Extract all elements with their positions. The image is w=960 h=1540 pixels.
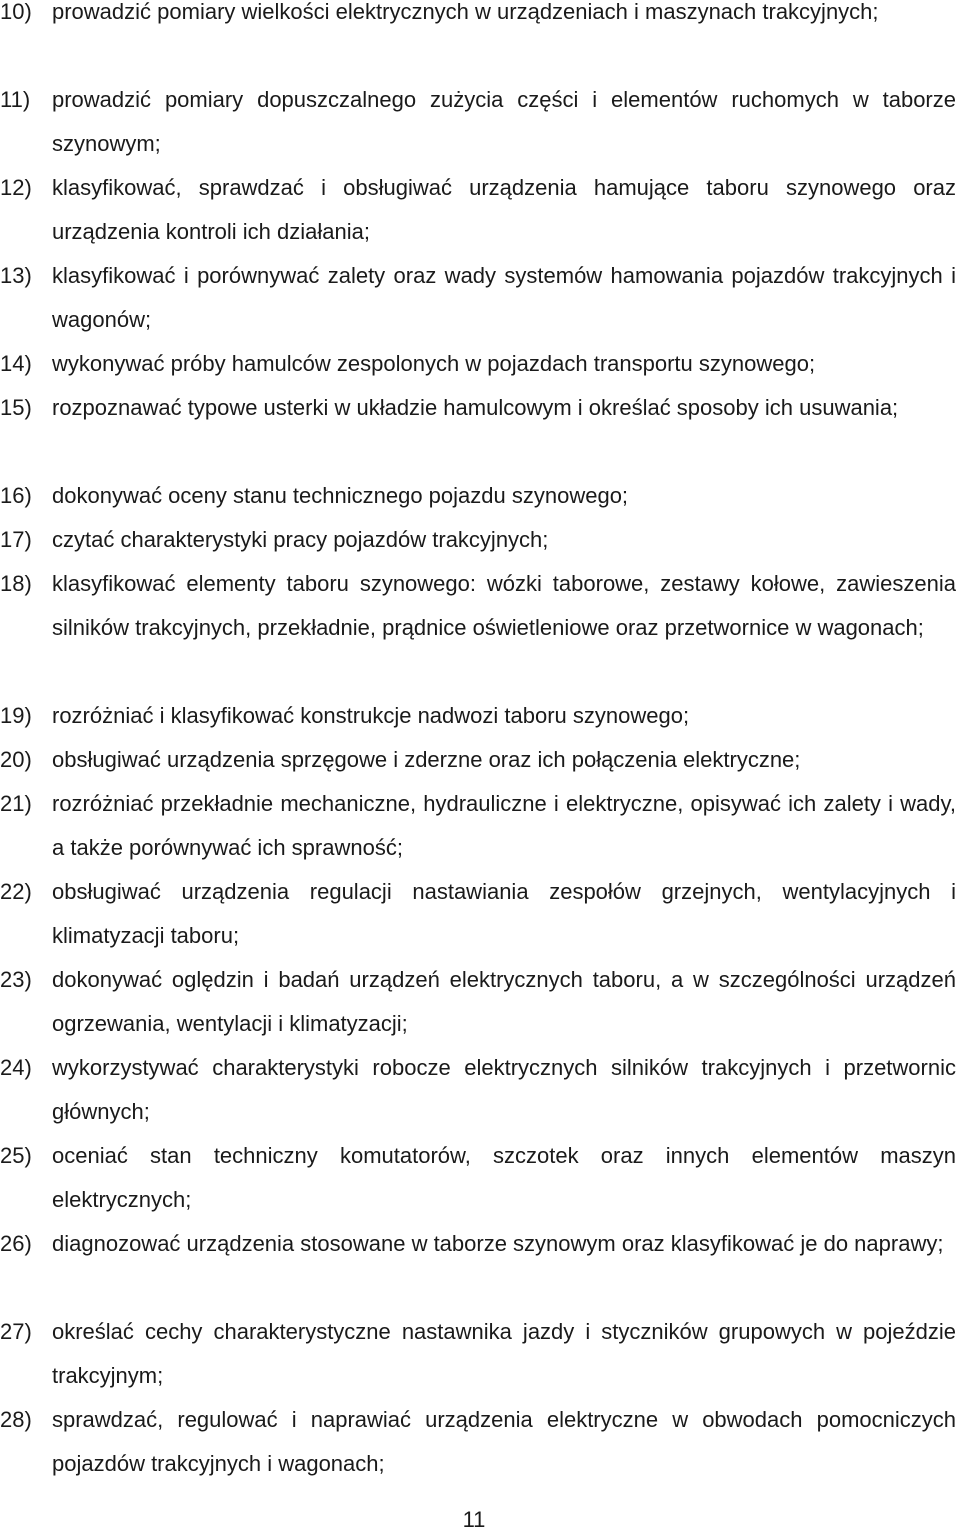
list-item-text: obsługiwać urządzenia sprzęgowe i zderzne oraz ich połączenia elektryczne; <box>52 747 801 772</box>
list-item-text: diagnozować urządzenia stosowane w taborze szynowym oraz klasyfikować je do naprawy; <box>52 1231 944 1256</box>
list-item-text: sprawdzać, regulować i naprawiać urządzenia elektryczne w obwodach pomocniczych pojazdów trakcyjnych i wagonach; <box>52 1407 956 1476</box>
list-item-text: dokonywać oględzin i badań urządzeń elektrycznych taboru, a w szczególności urządzeń ogrzewania, wentylacji i klimatyzacji; <box>52 967 956 1036</box>
list-item-text: rozróżniać przekładnie mechaniczne, hydrauliczne i elektryczne, opisywać ich zalety i wady, a także porównywać ich sprawność; <box>52 791 956 860</box>
list-item-text: czytać charakterystyki pracy pojazdów trakcyjnych; <box>52 527 549 552</box>
list-item-number: 15) <box>0 395 32 420</box>
list-item-number: 21) <box>0 791 32 816</box>
list-item-number: 16) <box>0 483 32 508</box>
list-item-number: 18) <box>0 571 32 596</box>
list-item-text: klasyfikować, sprawdzać i obsługiwać urządzenia hamujące taboru szynowego oraz urządzenia kontroli ich działania; <box>52 175 956 244</box>
list-item-number: 10) <box>0 0 32 24</box>
list-item-number: 19) <box>0 703 32 728</box>
list-item-number: 23) <box>0 967 32 992</box>
list-item-number: 27) <box>0 1319 32 1344</box>
list-item-number: 25) <box>0 1143 32 1168</box>
list-item-number: 28) <box>0 1407 32 1432</box>
list-item-number: 11) <box>0 87 31 112</box>
list-item-text: prowadzić pomiary wielkości elektrycznych w urządzeniach i maszynach trakcyjnych; <box>52 0 879 24</box>
list-item-number: 14) <box>0 351 32 376</box>
list-item-text: oceniać stan techniczny komutatorów, szczotek oraz innych elementów maszyn elektrycznych; <box>52 1143 956 1212</box>
list-item-text: rozpoznawać typowe usterki w układzie hamulcowym i określać sposoby ich usuwania; <box>52 395 899 420</box>
list-item-text: obsługiwać urządzenia regulacji nastawiania zespołów grzejnych, wentylacyjnych i klimatyzacji taboru; <box>52 879 956 948</box>
list-item-number: 12) <box>0 175 32 200</box>
list-item-text: wykorzystywać charakterystyki robocze elektrycznych silników trakcyjnych i przetwornic głównych; <box>52 1055 956 1124</box>
list-item-text: wykonywać próby hamulców zespolonych w pojazdach transportu szynowego; <box>52 351 816 376</box>
list-item-number: 17) <box>0 527 32 552</box>
list-item-number: 13) <box>0 263 32 288</box>
list-item-number: 20) <box>0 747 32 772</box>
list-item-text: określać cechy charakterystyczne nastawnika jazdy i styczników grupowych w pojeździe trakcyjnym; <box>52 1319 956 1388</box>
list-item-number: 26) <box>0 1231 32 1256</box>
list-item-number: 22) <box>0 879 32 904</box>
page-number: 11 <box>462 1507 486 1532</box>
list-item-text: dokonywać oceny stanu technicznego pojazdu szynowego; <box>52 483 629 508</box>
list-item-number: 24) <box>0 1055 32 1080</box>
list-item-text: klasyfikować elementy taboru szynowego: wózki taborowe, zestawy kołowe, zawieszenia silników trakcyjnych, przekładnie, prądnice oświetleniowe oraz przetwornice w wagonach; <box>52 571 956 640</box>
list-item-text: rozróżniać i klasyfikować konstrukcje nadwozi taboru szynowego; <box>52 703 690 728</box>
list-item-text: prowadzić pomiary dopuszczalnego zużycia części i elementów ruchomych w taborze szynowym; <box>52 87 956 156</box>
list-item-text: klasyfikować i porównywać zalety oraz wady systemów hamowania pojazdów trakcyjnych i wagonów; <box>52 263 956 332</box>
